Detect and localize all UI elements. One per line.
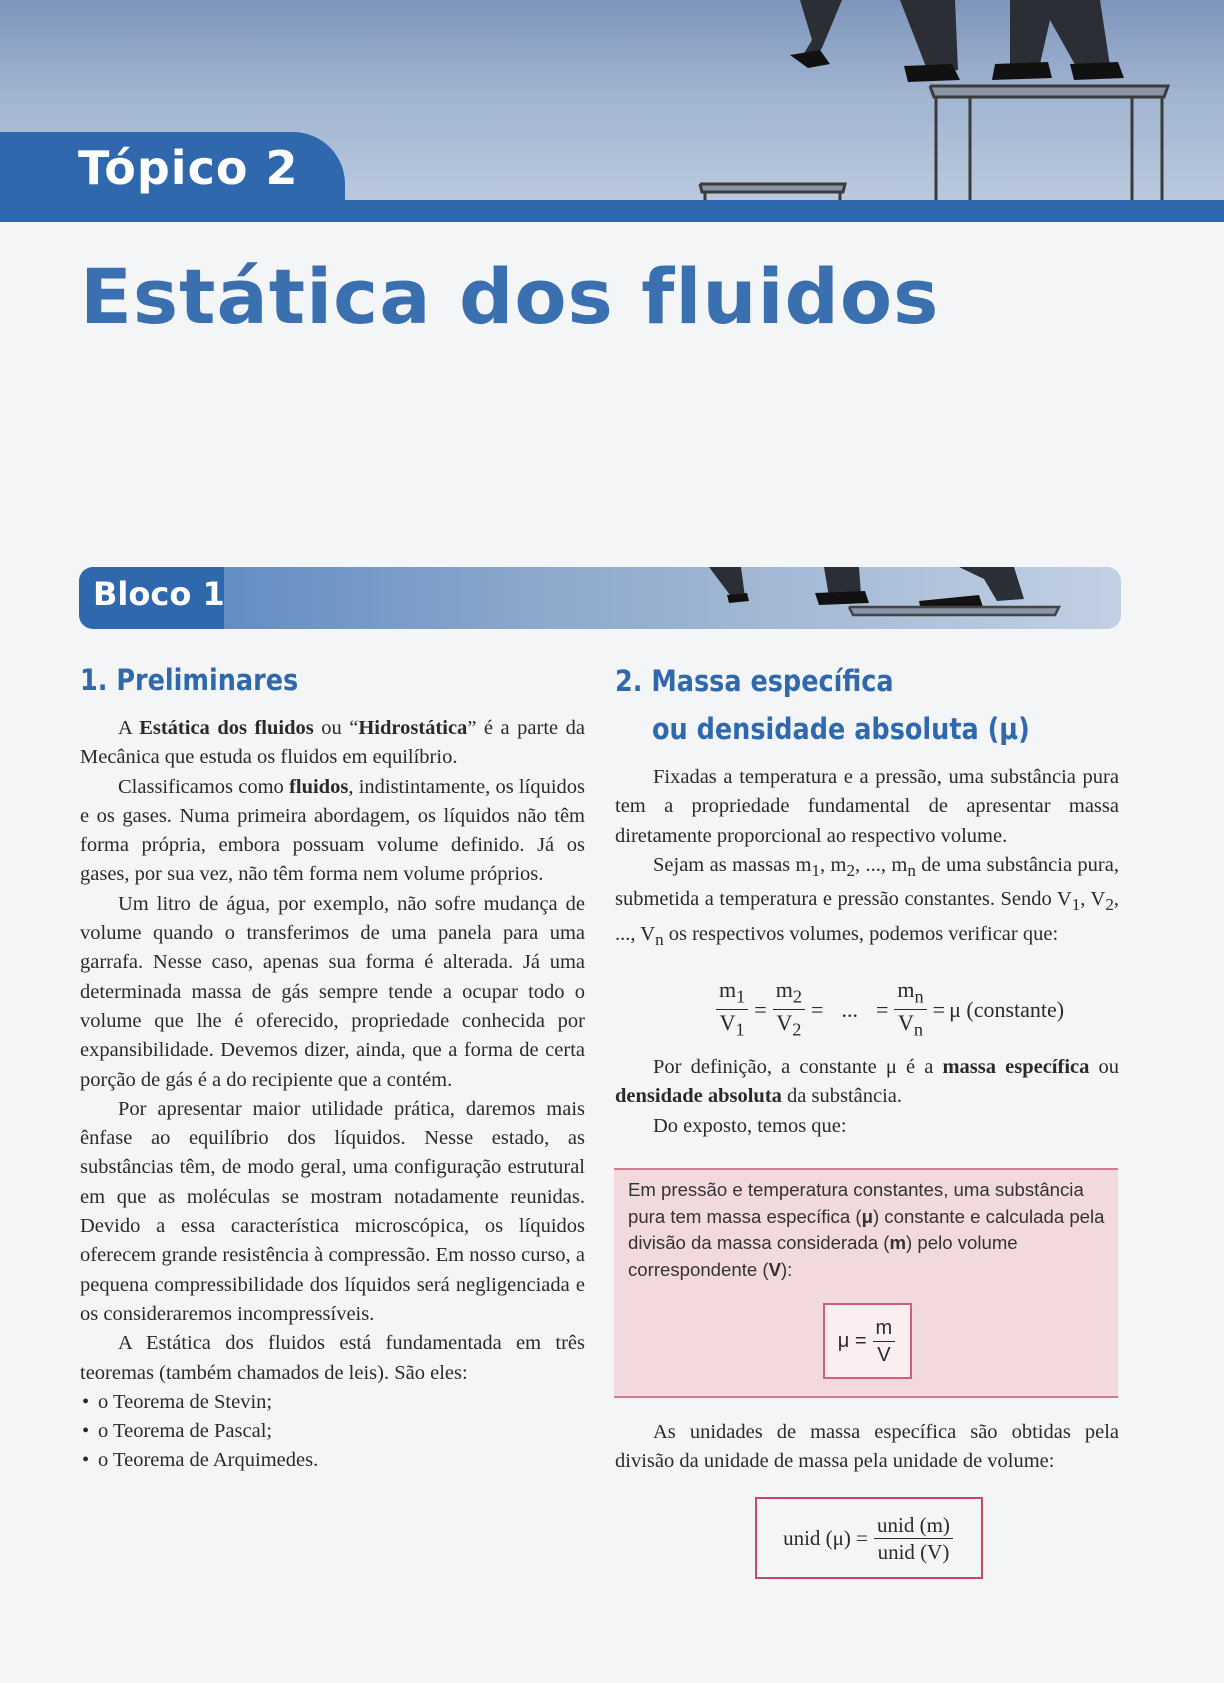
paragraph: Do exposto, temos que:	[653, 1114, 847, 1137]
header-banner	[0, 0, 1224, 222]
paragraph: Por definição, a constante μ é a massa específica ou densidade absoluta da substância.	[615, 1056, 1120, 1108]
fraction: $\frac{\text{unid (m)}}{\text{unid (V)}}$	[874, 1512, 953, 1565]
fraction: $\frac{m_n}{V_n}$	[894, 977, 926, 1043]
paragraph: Um litro de água, por exemplo, não sofre mudança de volume quando o transferimos de uma panela para uma garrafa. Nesse caso, apenas sua forma é alterada. Já uma determinada massa de gás sempre tende a ocupar todo o volume que lhe é oferecido, propriedade conhecida por expansibilidade. Devemos dizer, ainda, que a forma de certa porção de gás é a do recipiente que a contém.	[80, 892, 585, 1091]
block-bar-photo	[79, 567, 1121, 629]
definition-text: Em pressão e temperatura constantes, uma substância pura tem massa específica (μ) constante e calculada pela divisão da massa considerada (m) pelo volume correspondente (V):	[628, 1179, 1105, 1280]
right-column-bottom	[615, 1418, 1119, 1477]
paragraph: Fixadas a temperatura e a pressão, uma substância pura tem a propriedade fundamental de apresentar massa diretamente proporcional ao respectivo volume.	[615, 766, 1119, 847]
theorem-list	[80, 1388, 585, 1476]
paragraph: Classificamos como fluidos, indistintamente, os líquidos e os gases. Numa primeira abordagem, os líquidos não têm forma própria, embora possuam volume definido. Já os gases, por sua vez, não têm forma nem volume próprios.	[80, 775, 585, 886]
section-heading-massa: 2. Massa específica	[615, 664, 894, 698]
list-item: • o Teorema de Stevin;	[80, 1388, 585, 1417]
topic-label: Tópico 2	[78, 141, 299, 195]
page-title: Estática dos fluidos	[80, 252, 940, 341]
right-column-middle	[615, 1053, 1119, 1141]
density-equation: $\frac{m_1}{V_1}$ = $\frac{m_2}{V_2}$ = ... = $\frac{m_n}{V_n}$ = μ (constante)	[714, 977, 1064, 1043]
list-item: • o Teorema de Pascal;	[80, 1417, 585, 1446]
list-item: • o Teorema de Arquimedes.	[80, 1446, 585, 1475]
section-heading-preliminares: 1. Preliminares	[80, 663, 299, 697]
left-column	[80, 714, 585, 1476]
paragraph: A Estática dos fluidos ou “Hidrostática” é a parte da Mecânica que estuda os fluidos em equilíbrio.	[80, 717, 585, 769]
right-column-top	[615, 763, 1119, 954]
paragraph: Por apresentar maior utilidade prática, daremos mais ênfase ao equilíbrio dos líquidos. Nesse estado, as substâncias têm, de modo geral, uma configuração estrutural em que as moléculas se mostram notadamente reunidas. Devido a essa característica microscópica, os líquidos oferecem grande resistência à compressão. Em nosso curso, a pequena compressibilidade dos líquidos será negligenciada e os consideraremos incompressíveis.	[80, 1097, 585, 1325]
paragraph: As unidades de massa específica são obtidas pela divisão da unidade de massa pela unidade de volume:	[615, 1421, 1119, 1473]
table-illustration	[700, 86, 1168, 205]
paragraph: A Estática dos fluidos está fundamentada em três teoremas (também chamados de leis). São eles:	[80, 1332, 585, 1384]
section-heading-densidade: ou densidade absoluta (μ)	[652, 712, 1030, 746]
fraction: $\frac{m_1}{V_1}$	[716, 977, 748, 1043]
density-formula-box: μ = $\frac{m}{V}$	[823, 1303, 912, 1379]
block-bar	[79, 567, 1121, 629]
paragraph: Sejam as massas $m_1$, $m_2$, ..., $m_n$ de uma substância pura, submetida a temperatura e pressão constantes. Sendo $V_1$, $V_2$, ..., $V_n$ os respectivos volumes, podemos verificar que:	[615, 853, 1120, 949]
block-label: Bloco 1	[93, 575, 225, 613]
legs-illustration	[790, 0, 1124, 82]
fraction: $\frac{m_2}{V_2}$	[773, 977, 805, 1043]
unit-formula-box: unid (μ) = $\frac{\text{unid (m)}}{\text{unid (V)}}$	[755, 1497, 983, 1579]
fraction: $\frac{m}{V}$	[873, 1315, 896, 1368]
